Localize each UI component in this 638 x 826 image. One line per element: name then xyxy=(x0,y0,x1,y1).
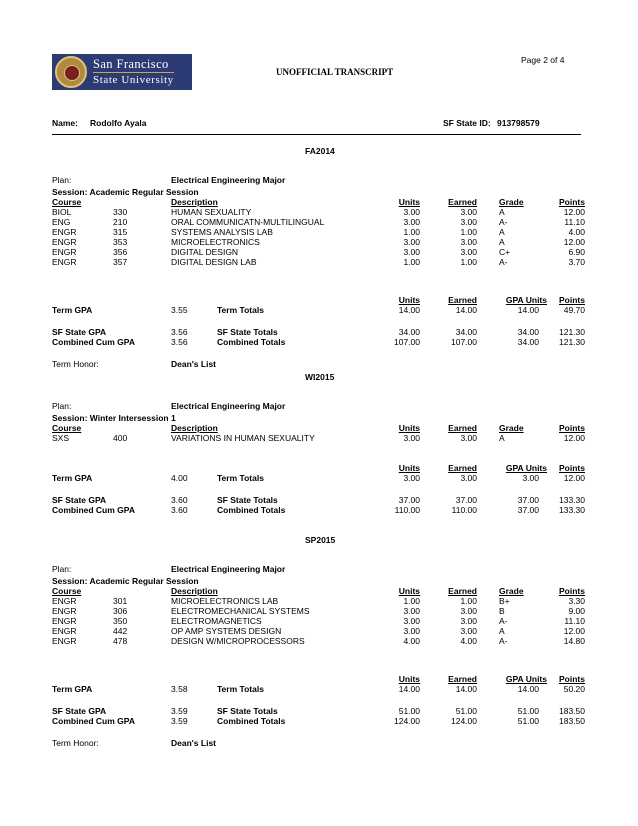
course-description: DIGITAL DESIGN LAB xyxy=(171,257,257,267)
combined-total-earned: 124.00 xyxy=(451,716,477,726)
combined-total-units: 110.00 xyxy=(394,505,420,515)
course-points: 12.00 xyxy=(563,433,585,443)
course-earned: 3.00 xyxy=(460,433,477,443)
combined-total-gpa-units: 37.00 xyxy=(517,505,539,515)
combined-total-points: 121.30 xyxy=(559,337,585,347)
course-header: Course xyxy=(52,423,82,433)
course-units: 3.00 xyxy=(403,217,420,227)
course-header: Course xyxy=(52,586,82,596)
course-grade: A- xyxy=(499,217,508,227)
term-total-gpa-units: 14.00 xyxy=(517,305,539,315)
course-subject: ENGR xyxy=(52,257,77,267)
course-points: 12.00 xyxy=(563,207,585,217)
course-units: 1.00 xyxy=(403,227,420,237)
sf-state-total-points: 133.30 xyxy=(559,495,585,505)
course-earned: 4.00 xyxy=(460,636,477,646)
course-units: 1.00 xyxy=(403,257,420,267)
combined-gpa-label: Combined Cum GPA xyxy=(52,505,135,515)
course-grade: A xyxy=(499,237,505,247)
term-total-gpa-units: 14.00 xyxy=(517,684,539,694)
totals-points-header: Points xyxy=(559,463,585,473)
course-units: 4.00 xyxy=(403,636,420,646)
combined-gpa-label: Combined Cum GPA xyxy=(52,716,135,726)
course-earned: 3.00 xyxy=(460,207,477,217)
logo-line-2: State University xyxy=(93,73,174,86)
course-number: 400 xyxy=(113,433,128,443)
course-subject: ENGR xyxy=(52,616,77,626)
course-earned: 3.00 xyxy=(460,606,477,616)
course-description: ELECTROMAGNETICS xyxy=(171,616,262,626)
sf-state-total-units: 34.00 xyxy=(398,327,420,337)
student-name: Rodolfo Ayala xyxy=(90,118,147,128)
course-number: 442 xyxy=(113,626,128,636)
course-points: 12.00 xyxy=(563,626,585,636)
points-header: Points xyxy=(559,197,585,207)
course-subject: ENGR xyxy=(52,247,77,257)
sf-state-total-units: 51.00 xyxy=(398,706,420,716)
course-subject: BIOL xyxy=(52,207,72,217)
earned-header: Earned xyxy=(448,423,477,433)
combined-totals-label: Combined Totals xyxy=(217,716,286,726)
term-totals-label: Term Totals xyxy=(217,305,264,315)
header-rule xyxy=(52,134,581,135)
university-seal-icon xyxy=(55,56,87,88)
course-grade: A xyxy=(499,227,505,237)
course-number: 330 xyxy=(113,207,128,217)
course-units: 3.00 xyxy=(403,616,420,626)
units-header: Units xyxy=(398,423,420,433)
term-gpa-label: Term GPA xyxy=(52,473,93,483)
plan-label: Plan: xyxy=(52,175,72,185)
course-points: 3.30 xyxy=(568,596,585,606)
term-gpa-label: Term GPA xyxy=(52,684,93,694)
sf-state-total-earned: 34.00 xyxy=(455,327,477,337)
course-number: 315 xyxy=(113,227,128,237)
course-number: 350 xyxy=(113,616,128,626)
sf-state-totals-label: SF State Totals xyxy=(217,495,278,505)
term-total-earned: 14.00 xyxy=(455,684,477,694)
plan-label: Plan: xyxy=(52,564,72,574)
earned-header: Earned xyxy=(448,586,477,596)
course-grade: A xyxy=(499,207,505,217)
totals-units-header: Units xyxy=(398,295,420,305)
document-title: UNOFFICIAL TRANSCRIPT xyxy=(276,67,394,77)
combined-gpa-label: Combined Cum GPA xyxy=(52,337,135,347)
combined-total-gpa-units: 34.00 xyxy=(517,337,539,347)
grade-header: Grade xyxy=(499,423,524,433)
combined-gpa-value: 3.56 xyxy=(171,337,188,347)
sf-state-total-gpa-units: 51.00 xyxy=(517,706,539,716)
totals-earned-header: Earned xyxy=(448,463,477,473)
course-points: 11.10 xyxy=(564,616,585,626)
sf-state-total-earned: 37.00 xyxy=(455,495,477,505)
combined-total-earned: 107.00 xyxy=(451,337,477,347)
term-total-earned: 14.00 xyxy=(455,305,477,315)
plan-name: Electrical Engineering Major xyxy=(171,564,286,574)
course-earned: 3.00 xyxy=(460,237,477,247)
course-earned: 3.00 xyxy=(460,247,477,257)
term-total-points: 12.00 xyxy=(563,473,585,483)
course-description: ORAL COMMUNICATN-MULTILINGUAL xyxy=(171,217,325,227)
course-description: ELECTROMECHANICAL SYSTEMS xyxy=(171,606,310,616)
term-total-units: 14.00 xyxy=(398,684,420,694)
sf-state-total-gpa-units: 34.00 xyxy=(517,327,539,337)
grade-header: Grade xyxy=(499,197,524,207)
points-header: Points xyxy=(559,586,585,596)
term-total-units: 3.00 xyxy=(403,473,420,483)
sf-state-gpa-value: 3.60 xyxy=(171,495,188,505)
course-description: DIGITAL DESIGN xyxy=(171,247,239,257)
course-description: DESIGN W/MICROPROCESSORS xyxy=(171,636,305,646)
course-header: Course xyxy=(52,197,82,207)
course-number: 478 xyxy=(113,636,128,646)
course-units: 1.00 xyxy=(403,596,420,606)
plan-name: Electrical Engineering Major xyxy=(171,401,286,411)
course-grade: C+ xyxy=(499,247,511,257)
course-units: 3.00 xyxy=(403,237,420,247)
combined-total-points: 133.30 xyxy=(559,505,585,515)
description-header: Description xyxy=(171,423,218,433)
totals-units-header: Units xyxy=(398,674,420,684)
course-description: HUMAN SEXUALITY xyxy=(171,207,252,217)
course-number: 210 xyxy=(113,217,128,227)
term-heading: WI2015 xyxy=(305,372,335,382)
course-grade: B xyxy=(499,606,505,616)
sf-state-total-earned: 51.00 xyxy=(455,706,477,716)
course-earned: 3.00 xyxy=(460,626,477,636)
course-subject: ENG xyxy=(52,217,71,227)
course-subject: ENGR xyxy=(52,636,77,646)
plan-name: Electrical Engineering Major xyxy=(171,175,286,185)
sf-state-totals-label: SF State Totals xyxy=(217,327,278,337)
description-header: Description xyxy=(171,197,218,207)
course-earned: 3.00 xyxy=(460,217,477,227)
combined-gpa-value: 3.60 xyxy=(171,505,188,515)
course-units: 3.00 xyxy=(403,247,420,257)
course-units: 3.00 xyxy=(403,207,420,217)
sf-state-total-gpa-units: 37.00 xyxy=(517,495,539,505)
course-description: MICROELECTRONICS xyxy=(171,237,260,247)
session-label: Session: Academic Regular Session xyxy=(52,187,199,197)
course-subject: SXS xyxy=(52,433,70,443)
course-description: VARIATIONS IN HUMAN SEXUALITY xyxy=(171,433,315,443)
combined-gpa-value: 3.59 xyxy=(171,716,188,726)
sf-state-gpa-label: SF State GPA xyxy=(52,706,107,716)
combined-totals-label: Combined Totals xyxy=(217,505,286,515)
course-number: 356 xyxy=(113,247,128,257)
course-earned: 1.00 xyxy=(460,257,477,267)
term-honor-value: Dean's List xyxy=(171,738,217,748)
plan-label: Plan: xyxy=(52,401,72,411)
course-grade: A- xyxy=(499,636,508,646)
term-total-earned: 3.00 xyxy=(460,473,477,483)
course-points: 3.70 xyxy=(568,257,585,267)
sf-state-total-points: 183.50 xyxy=(559,706,585,716)
sf-state-totals-label: SF State Totals xyxy=(217,706,278,716)
totals-earned-header: Earned xyxy=(448,295,477,305)
course-units: 3.00 xyxy=(403,433,420,443)
combined-total-earned: 110.00 xyxy=(451,505,477,515)
course-points: 6.90 xyxy=(568,247,585,257)
student-id: 913798579 xyxy=(497,118,540,128)
course-description: OP AMP SYSTEMS DESIGN xyxy=(171,626,282,636)
combined-totals-label: Combined Totals xyxy=(217,337,286,347)
university-logo xyxy=(52,54,192,90)
course-subject: ENGR xyxy=(52,227,77,237)
totals-gpa-units-header: GPA Units xyxy=(505,463,547,473)
term-total-points: 49.70 xyxy=(563,305,585,315)
course-number: 306 xyxy=(113,606,128,616)
course-grade: A- xyxy=(499,257,508,267)
student-id-label: SF State ID: xyxy=(443,118,491,128)
course-description: SYSTEMS ANALYSIS LAB xyxy=(171,227,273,237)
totals-gpa-units-header: GPA Units xyxy=(505,674,547,684)
course-grade: A- xyxy=(499,616,508,626)
course-grade: A xyxy=(499,626,505,636)
course-earned: 1.00 xyxy=(460,227,477,237)
term-gpa-label: Term GPA xyxy=(52,305,93,315)
term-honor-label: Term Honor: xyxy=(52,359,99,369)
term-heading: FA2014 xyxy=(305,146,335,156)
course-grade: B+ xyxy=(499,596,510,606)
course-points: 14.80 xyxy=(563,636,585,646)
course-points: 11.10 xyxy=(564,217,585,227)
term-honor-value: Dean's List xyxy=(171,359,217,369)
sf-state-total-points: 121.30 xyxy=(559,327,585,337)
course-subject: ENGR xyxy=(52,237,77,247)
points-header: Points xyxy=(559,423,585,433)
page-number: Page 2 of 4 xyxy=(521,55,565,65)
sf-state-gpa-label: SF State GPA xyxy=(52,495,107,505)
course-number: 353 xyxy=(113,237,128,247)
course-earned: 1.00 xyxy=(460,596,477,606)
course-number: 357 xyxy=(113,257,128,267)
name-label: Name: xyxy=(52,118,78,128)
term-total-points: 50.20 xyxy=(563,684,585,694)
grade-header: Grade xyxy=(499,586,524,596)
totals-points-header: Points xyxy=(559,674,585,684)
term-totals-label: Term Totals xyxy=(217,473,264,483)
term-gpa-value: 3.55 xyxy=(171,305,188,315)
sf-state-total-units: 37.00 xyxy=(398,495,420,505)
course-grade: A xyxy=(499,433,505,443)
course-units: 3.00 xyxy=(403,606,420,616)
totals-earned-header: Earned xyxy=(448,674,477,684)
term-gpa-value: 4.00 xyxy=(171,473,188,483)
sf-state-gpa-value: 3.56 xyxy=(171,327,188,337)
sf-state-gpa-value: 3.59 xyxy=(171,706,188,716)
combined-total-units: 107.00 xyxy=(394,337,420,347)
earned-header: Earned xyxy=(448,197,477,207)
course-points: 4.00 xyxy=(568,227,585,237)
course-units: 3.00 xyxy=(403,626,420,636)
term-totals-label: Term Totals xyxy=(217,684,264,694)
combined-total-points: 183.50 xyxy=(559,716,585,726)
course-description: MICROELECTRONICS LAB xyxy=(171,596,279,606)
course-subject: ENGR xyxy=(52,596,77,606)
totals-points-header: Points xyxy=(559,295,585,305)
course-points: 9.00 xyxy=(568,606,585,616)
course-subject: ENGR xyxy=(52,606,77,616)
course-subject: ENGR xyxy=(52,626,77,636)
term-gpa-value: 3.58 xyxy=(171,684,188,694)
sf-state-gpa-label: SF State GPA xyxy=(52,327,107,337)
units-header: Units xyxy=(398,586,420,596)
totals-gpa-units-header: GPA Units xyxy=(505,295,547,305)
logo-line-1: San Francisco xyxy=(93,57,169,72)
combined-total-gpa-units: 51.00 xyxy=(517,716,539,726)
term-total-units: 14.00 xyxy=(398,305,420,315)
term-heading: SP2015 xyxy=(305,535,336,545)
units-header: Units xyxy=(398,197,420,207)
course-points: 12.00 xyxy=(563,237,585,247)
course-earned: 3.00 xyxy=(460,616,477,626)
session-label: Session: Winter Intersession 1 xyxy=(52,413,176,423)
term-honor-label: Term Honor: xyxy=(52,738,99,748)
session-label: Session: Academic Regular Session xyxy=(52,576,199,586)
description-header: Description xyxy=(171,586,218,596)
course-number: 301 xyxy=(113,596,128,606)
term-total-gpa-units: 3.00 xyxy=(522,473,539,483)
totals-units-header: Units xyxy=(398,463,420,473)
combined-total-units: 124.00 xyxy=(394,716,420,726)
